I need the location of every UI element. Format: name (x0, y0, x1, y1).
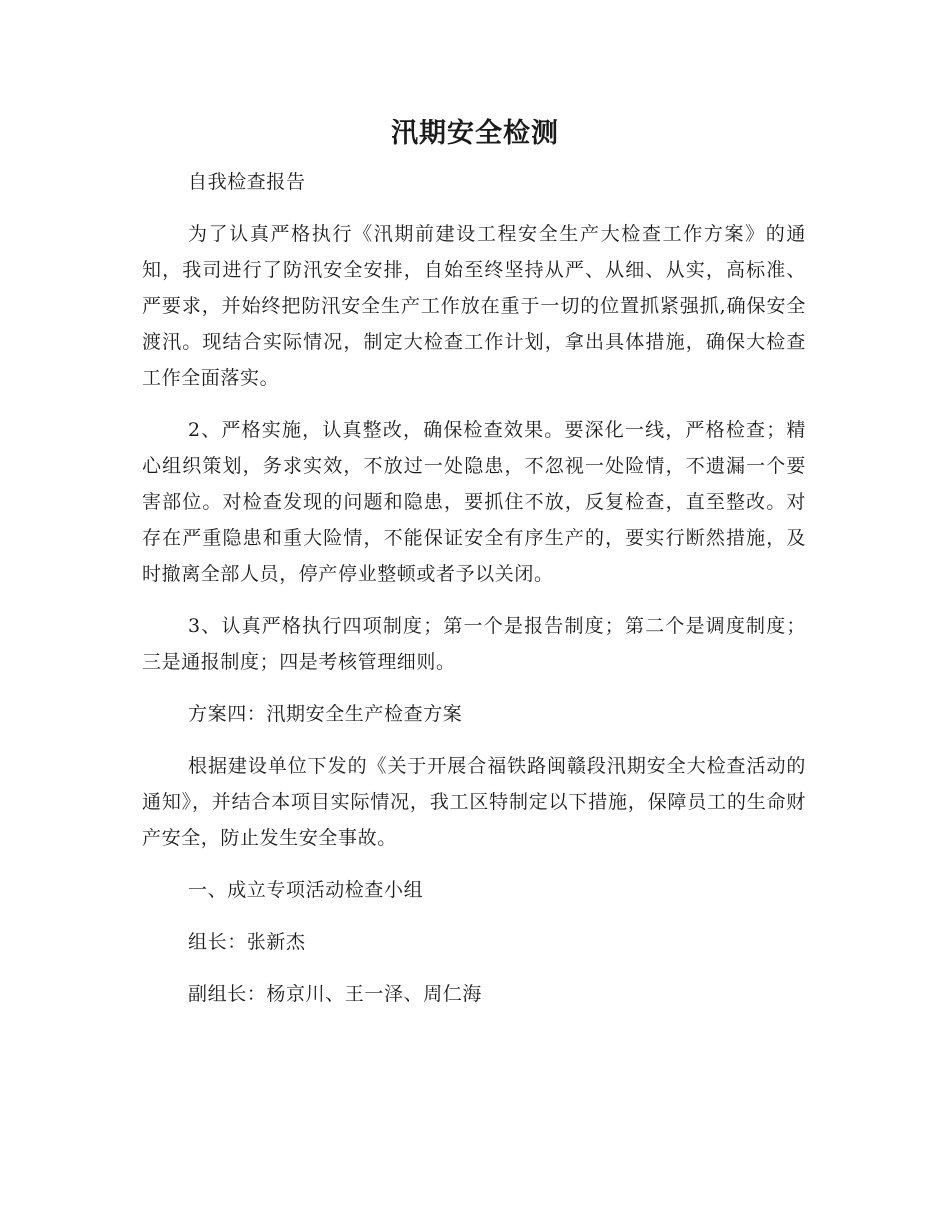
paragraph-intro: 为了认真严格执行《汛期前建设工程安全生产大检查工作方案》的通知，我司进行了防汛安全安排，自始至终坚持从严、从细、从实，高标准、严要求，并始终把防汛安全生产工作放在重于一切的位置抓紧强抓,确保安全渡汛。现结合实际情况，制定大检查工作计划，拿出具体措施，确保大检查工作全面落实。 (142, 223, 806, 389)
paragraph-deputy-leaders: 副组长：杨京川、王一泽、周仁海 (188, 983, 483, 1005)
paragraph-group-leader: 组长：张新杰 (188, 931, 306, 953)
paragraph-section-heading: 一、成立专项活动检查小组 (188, 879, 424, 901)
paragraph-item-2: 2、严格实施，认真整改，确保检查效果。要深化一线，严格检查；精心组织策划，务求实效，不放过一处隐患，不忽视一处险情，不遗漏一个要害部位。对检查发现的问题和隐患，要抓住不放，反复检查，直至整改。对存在严重隐患和重大险情，不能保证安全有序生产的，要实行断然措施，及时撤离全部人员，停产停业整顿或者予以关闭。 (142, 419, 806, 585)
paragraph-plan-heading: 方案四：汛期安全生产检查方案 (188, 703, 463, 725)
document-title: 汛期安全检测 (391, 118, 559, 149)
paragraph-item-3: 3、认真严格执行四项制度；第一个是报告制度；第二个是调度制度；三是通报制度；四是考核管理细则。 (142, 615, 806, 673)
paragraph-report-heading: 自我检查报告 (188, 171, 306, 193)
document-body (142, 164, 806, 1028)
paragraph-plan-basis: 根据建设单位下发的《关于开展合福铁路闽赣段汛期安全大检查活动的通知》，并结合本项目实际情况，我工区特制定以下措施，保障员工的生命财产安全，防止发生安全事故。 (142, 755, 806, 849)
